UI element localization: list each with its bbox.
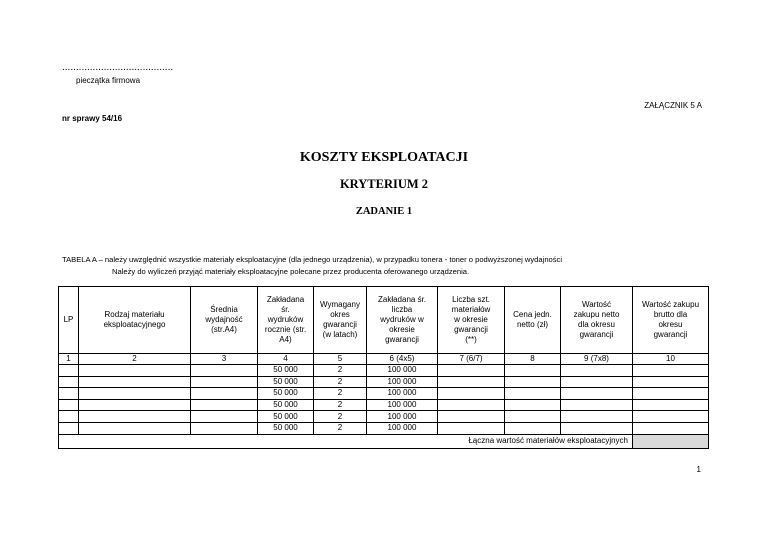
table-cell: 2 <box>314 399 367 411</box>
column-header-line: brutto dla <box>653 310 688 319</box>
column-header-line: zakupu netto <box>573 310 620 319</box>
task-title: ZADANIE 1 <box>355 206 413 217</box>
column-header-line: wydruków <box>267 315 304 324</box>
column-header <box>59 287 79 354</box>
table-cell: 2 <box>314 376 367 388</box>
table-cell <box>633 388 709 400</box>
table-cell <box>438 422 505 434</box>
table-cell <box>505 388 561 400</box>
column-header-line: dla okresu <box>578 320 615 329</box>
table-cell <box>79 399 191 411</box>
column-index-cell: 6 (4x5) <box>367 354 438 365</box>
table-cell: 100 000 <box>367 411 438 423</box>
column-header-line: Wartość zakupu <box>641 300 700 309</box>
column-header <box>367 287 438 354</box>
column-header-line: A4) <box>279 335 292 344</box>
column-header-line: wydajność <box>205 315 243 324</box>
table-cell <box>561 411 633 423</box>
table-cell: 50 000 <box>258 376 314 388</box>
table-cell: 2 <box>314 411 367 423</box>
table-cell: 2 <box>314 365 367 377</box>
column-index-cell: 1 <box>59 354 79 365</box>
column-index-cell: 3 <box>191 354 258 365</box>
column-index-row <box>59 354 709 365</box>
table-cell <box>561 388 633 400</box>
table-cell <box>59 365 79 377</box>
table-cell <box>191 376 258 388</box>
table-cell <box>79 376 191 388</box>
table-cell <box>633 399 709 411</box>
table-cell: 50 000 <box>258 422 314 434</box>
table-cell: 100 000 <box>367 365 438 377</box>
table-row <box>59 388 709 400</box>
column-header-line: (str.A4) <box>211 325 237 334</box>
column-header-line: Wartość <box>581 300 612 309</box>
column-header-line: gwarancji <box>323 320 357 329</box>
column-header-line: okres <box>330 310 350 319</box>
table-cell <box>438 399 505 411</box>
table-cell <box>79 422 191 434</box>
table-cell <box>191 388 258 400</box>
column-header <box>505 287 561 354</box>
table-cell <box>79 388 191 400</box>
column-index-cell: 8 <box>505 354 561 365</box>
table-cell: 50 000 <box>258 388 314 400</box>
column-header-line: Cena jedn. <box>513 310 552 319</box>
table-cell <box>59 422 79 434</box>
table-cell <box>505 411 561 423</box>
table-cell: 100 000 <box>367 422 438 434</box>
table-note-line-2: Należy do wyliczeń przyjąć materiały eksploatacyjne polecane przez producenta oferowanego urządzenia. <box>112 267 470 276</box>
column-index-cell: 10 <box>633 354 709 365</box>
table-row <box>59 365 709 377</box>
column-index-cell: 5 <box>314 354 367 365</box>
criterion-title: KRYTERIUM 2 <box>339 177 429 191</box>
column-header-line: (**) <box>465 335 477 344</box>
table-cell <box>633 365 709 377</box>
total-row <box>59 434 709 448</box>
table-cell <box>191 411 258 423</box>
table-cell <box>59 376 79 388</box>
table-cell <box>633 411 709 423</box>
table-cell <box>59 388 79 400</box>
total-label: Łączna wartość materiałów eksploatacyjnych <box>59 434 633 448</box>
table-note-line-1: TABELA A – należy uwzględnić wszystkie materiały eksploatacyjne (dla jednego urządzenia), w przypadku tonera - toner o podwyższonej wydajności <box>62 255 563 264</box>
column-header-line: Zakładana <box>266 295 305 304</box>
column-index-cell: 2 <box>79 354 191 365</box>
column-index-cell: 7 (6/7) <box>438 354 505 365</box>
table-cell <box>59 399 79 411</box>
table-cell: 2 <box>314 388 367 400</box>
table-cell <box>438 365 505 377</box>
column-header <box>258 287 314 354</box>
table-cell <box>505 376 561 388</box>
column-header <box>191 287 258 354</box>
column-header-line: w okresie <box>454 315 488 324</box>
column-header-line: eksploatacyjnego <box>103 320 166 329</box>
column-header <box>561 287 633 354</box>
company-stamp-label: pieczątka firmowa <box>76 76 141 85</box>
table-cell <box>505 365 561 377</box>
table-row <box>59 376 709 388</box>
document-title: KOSZTY EKSPLOATACJI <box>299 150 469 165</box>
column-header-line: LP <box>63 315 74 324</box>
total-value-cell <box>633 434 709 448</box>
column-header-line: Rodzaj materiału <box>104 310 165 319</box>
table-cell <box>561 365 633 377</box>
table-cell: 50 000 <box>258 411 314 423</box>
column-header-line: wydruków w <box>380 315 424 324</box>
table-cell <box>191 422 258 434</box>
table-cell: 100 000 <box>367 399 438 411</box>
table-cell <box>561 376 633 388</box>
table-cell: 50 000 <box>258 365 314 377</box>
column-header-line: materiałów <box>451 305 491 314</box>
table-cell <box>438 388 505 400</box>
table-cell <box>505 422 561 434</box>
table-row <box>59 422 709 434</box>
table-cell <box>79 365 191 377</box>
column-index-cell: 4 <box>258 354 314 365</box>
cost-table <box>58 286 709 449</box>
column-header-line: (w latach) <box>322 330 358 339</box>
table-cell <box>561 422 633 434</box>
column-header-line: okresie <box>389 325 415 334</box>
stamp-dotted-line: ........................................ <box>62 62 174 73</box>
table-cell <box>438 376 505 388</box>
column-header-line: liczba <box>391 305 413 314</box>
annex-label: ZAŁĄCZNIK 5 A <box>644 101 702 110</box>
table-header-row <box>59 287 709 354</box>
column-header-line: Wymagany <box>320 300 360 309</box>
table-cell: 50 000 <box>258 399 314 411</box>
table-cell <box>561 399 633 411</box>
column-header-line: gwarancji <box>653 330 688 339</box>
column-header <box>314 287 367 354</box>
column-header-line: okresu <box>658 320 683 329</box>
table-cell <box>633 422 709 434</box>
table-cell <box>191 399 258 411</box>
column-header-line: Średnia <box>210 305 238 314</box>
table-cell: 100 000 <box>367 376 438 388</box>
column-index-cell: 9 (7x8) <box>561 354 633 365</box>
table-row <box>59 411 709 423</box>
table-cell <box>633 376 709 388</box>
column-header-line: gwarancji <box>454 325 488 334</box>
column-header <box>438 287 505 354</box>
column-header <box>633 287 709 354</box>
column-header-line: śr. <box>281 305 290 314</box>
column-header <box>79 287 191 354</box>
table-cell <box>59 411 79 423</box>
column-header-line: gwarancji <box>385 335 419 344</box>
column-header-line: netto (zł) <box>516 320 549 329</box>
table-row <box>59 399 709 411</box>
table-cell: 2 <box>314 422 367 434</box>
table-cell: 100 000 <box>367 388 438 400</box>
column-header-line: rocznie (str. <box>264 325 307 334</box>
table-cell <box>505 399 561 411</box>
table-cell <box>438 411 505 423</box>
case-number: nr sprawy 54/16 <box>62 114 123 123</box>
column-header-line: Zakładana śr. <box>377 295 427 304</box>
table-cell <box>79 411 191 423</box>
table-cell <box>191 365 258 377</box>
page-number: 1 <box>696 465 701 474</box>
column-header-line: gwarancji <box>579 330 614 339</box>
column-header-line: Liczba szt. <box>452 295 490 304</box>
